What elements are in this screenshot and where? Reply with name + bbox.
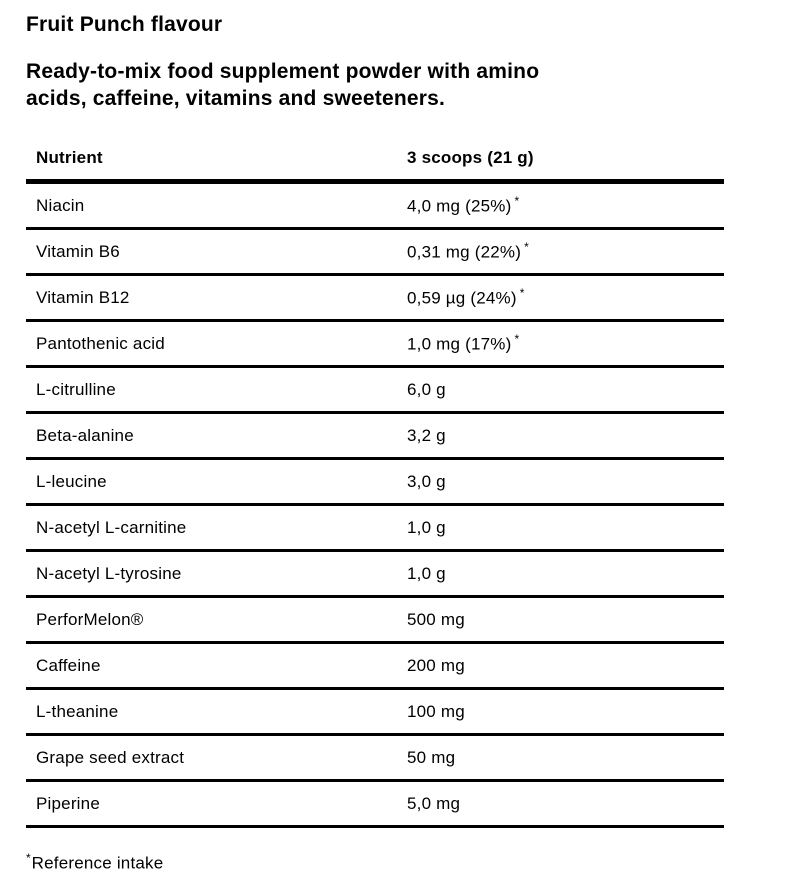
- nutrient-name: Beta-alanine: [36, 425, 134, 445]
- nutrient-amount: 100 mg: [407, 701, 465, 721]
- nutrient-amount-cell: [407, 194, 724, 217]
- nutrient-amount-cell: [407, 240, 724, 263]
- nutrient-amount: 500 mg: [407, 609, 465, 629]
- nutrient-amount-cell: [407, 472, 724, 492]
- nutrient-amount-cell: [407, 610, 724, 630]
- nutrient-amount: 4,0 mg (25%): [407, 196, 512, 216]
- reference-intake-marker: *: [519, 286, 525, 301]
- nutrient-amount-cell: [407, 748, 724, 768]
- nutrient-name: Vitamin B6: [36, 241, 120, 261]
- table-row: [26, 368, 724, 414]
- table-row: [26, 322, 724, 368]
- table-row: [26, 690, 724, 736]
- nutrient-amount-cell: [407, 426, 724, 446]
- nutrient-name: L-citrulline: [36, 379, 116, 399]
- nutrient-amount: 0,59 µg (24%): [407, 288, 517, 308]
- table-header-row: [26, 136, 724, 184]
- table-row: [26, 276, 724, 322]
- nutrient-amount: 6,0 g: [407, 379, 446, 399]
- nutrient-amount: 3,2 g: [407, 425, 446, 445]
- product-description-line-1: Ready-to-mix food supplement powder with amino: [26, 60, 540, 83]
- reference-intake-marker: *: [514, 194, 520, 209]
- nutrient-amount-cell: [407, 564, 724, 584]
- nutrient-name: Pantothenic acid: [36, 333, 165, 353]
- footnote-text: Reference intake: [31, 853, 164, 873]
- nutrient-name: N-acetyl L-tyrosine: [36, 563, 182, 583]
- nutrient-name: Piperine: [36, 793, 100, 813]
- table-row: [26, 506, 724, 552]
- nutrient-name: Niacin: [36, 195, 85, 215]
- table-row: [26, 644, 724, 690]
- nutrient-amount-cell: [407, 702, 724, 722]
- reference-intake-marker: *: [524, 240, 529, 255]
- nutrient-name: L-leucine: [36, 471, 107, 491]
- table-row: [26, 782, 724, 828]
- nutrient-name: PerforMelon®: [36, 609, 144, 629]
- nutrition-table: [26, 136, 724, 828]
- nutrient-amount-cell: [407, 518, 724, 538]
- reference-intake-marker: *: [514, 332, 520, 347]
- table-row: [26, 552, 724, 598]
- nutrient-amount: 1,0 g: [407, 517, 446, 537]
- nutrient-name: Grape seed extract: [36, 747, 185, 767]
- footnote: [26, 847, 163, 875]
- page-title: Fruit Punch flavour: [26, 13, 223, 36]
- column-header-amount: 3 scoops (21 g): [407, 147, 534, 167]
- nutrient-name: L-theanine: [36, 701, 119, 721]
- nutrient-amount-cell: [407, 794, 724, 814]
- footnote-asterisk: *: [26, 851, 31, 865]
- nutrient-amount-cell: [407, 380, 724, 400]
- table-row: [26, 736, 724, 782]
- column-header-nutrient: Nutrient: [36, 147, 103, 167]
- nutrient-amount-cell: [407, 656, 724, 676]
- nutrient-name: Caffeine: [36, 655, 101, 675]
- nutrient-amount: 200 mg: [407, 655, 465, 675]
- table-row: [26, 230, 724, 276]
- nutrient-name: Vitamin B12: [36, 287, 130, 307]
- nutrient-amount: 1,0 mg (17%): [407, 334, 512, 354]
- table-row: [26, 414, 724, 460]
- nutrient-name: N-acetyl L-carnitine: [36, 517, 187, 537]
- table-row: [26, 598, 724, 644]
- nutrient-amount-cell: [407, 332, 724, 355]
- nutrient-amount: 50 mg: [407, 747, 456, 767]
- table-row: [26, 184, 724, 230]
- nutrient-amount: 5,0 mg: [407, 793, 461, 813]
- nutrient-amount-cell: [407, 286, 724, 309]
- product-description-line-2: acids, caffeine, vitamins and sweeteners.: [26, 87, 446, 110]
- table-row: [26, 460, 724, 506]
- product-description: [26, 58, 539, 112]
- nutrient-amount: 3,0 g: [407, 471, 446, 491]
- nutrient-amount: 0,31 mg (22%): [407, 242, 522, 262]
- nutrient-amount: 1,0 g: [407, 563, 446, 583]
- table-body: [26, 184, 724, 828]
